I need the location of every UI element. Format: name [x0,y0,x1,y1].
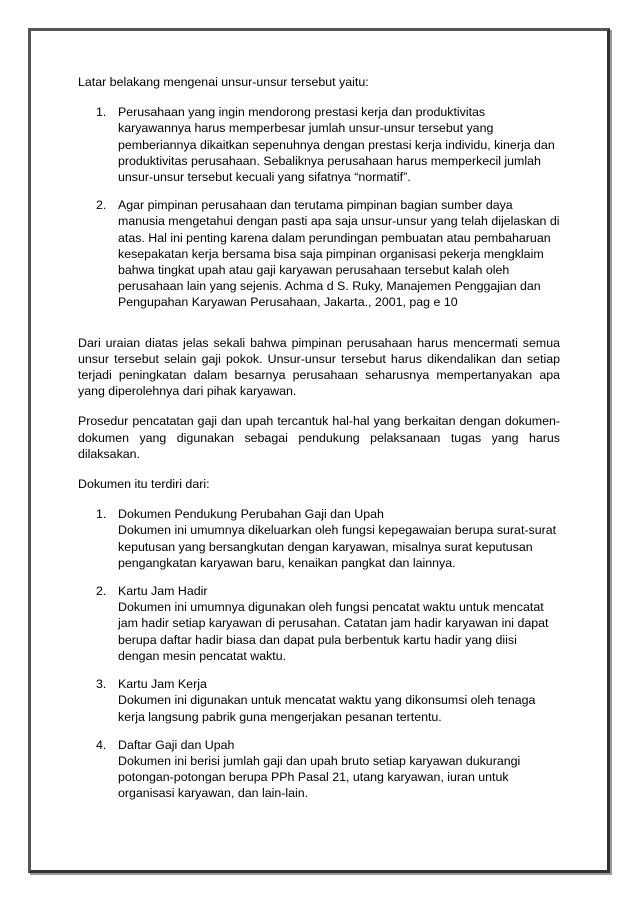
document-body [78,74,560,814]
list-item-text: Agar pimpinan perusahaan dan terutama pimpinan bagian sumber daya manusia mengetahui dengan pasti apa saja unsur-unsur yang telah dijelaskan di atas. Hal ini penting karena dalam perundingan pembuatan atau pembaharuan kesepakatan kerja bersama bisa saja pimpinan organisasi pekerja mengklaim bahwa tingkat upah atau gaji karyawan perusahaan tersebut kalah oleh perusahaan lain yang sejenis. Achma d S. Ruky, Manajemen Penggajian dan Pengupahan Karyawan Perusahaan, Jakarta., 2001, pag e 10 [118,198,560,310]
list-number: 1. [96,105,107,120]
paragraph: Dari uraian diatas jelas sekali bahwa pimpinan perusahaan harus mencermati semua unsur tersebut selain gaji pokok. Unsur-unsur tersebut harus dikendalikan dan setiap terjadi peningkatan dalam besarnya perusahaan seharusnya mempertanyakan apa yang diperolehnya dari pihak karyawan. [78,335,560,399]
list-number: 3. [96,677,107,692]
list-number: 1. [96,507,107,522]
list-item-title: Daftar Gaji dan Upah [118,737,235,752]
list-item-text: Perusahaan yang ingin mendorong prestasi kerja dan produktivitas karyawannya harus memperbesar jumlah unsur-unsur tersebut yang pemberiannya dikaitkan sepenuhnya dengan prestasi kerja individu, kinerja dan produktivitas perusahaan. Sebaliknya perusahaan harus memperkecil jumlah unsur-unsur tersebut kecuali yang sifatnya “normatif”. [118,105,555,185]
list-item-title: Dokumen Pendukung Perubahan Gaji dan Upah [118,507,384,522]
list-number: 2. [96,198,107,213]
list-item-text: Dokumen ini berisi jumlah gaji dan upah bruto setiap karyawan dukurangi potongan-potongan berupa PPh Pasal 21, utang karyawan, iuran untuk organisasi karyawan, dan lain-lain. [118,753,521,801]
document-list [78,506,560,801]
intro-text: Latar belakang mengenai unsur-unsur tersebut yaitu: [78,75,369,89]
list-item-text: Dokumen ini umumnya dikeluarkan oleh fungsi kepegawaian berupa surat-surat keputusan yang bersangkutan dengan karyawan, misalnya surat keputusan pengangkatan karyawan baru, kenaikan pangkat dan lainnya. [118,523,557,570]
list-item [78,676,560,725]
paragraph: Dokumen itu terdiri dari: [78,477,210,492]
list-item [78,583,560,664]
spacer [78,323,560,335]
list-item-title: Kartu Jam Hadir [118,584,208,599]
list-item-text: Dokumen ini umumnya digunakan oleh fungsi pencatat waktu untuk mencatat jam hadir setiap karyawan di perusahan. Catatan jam hadir karyawan ini dapat berupa daftar hadir biasa dan dapat pula berbentuk kartu hadir yang diisi dengan mesin pencatat waktu. [118,600,549,663]
list-number: 4. [96,737,107,752]
paragraph: Prosedur pencatatan gaji dan upah tercantuk hal-hal yang berkaitan dengan dokumen-dokumen yang digunakan sebagai pendukung pelaksanaan tugas yang harus dilaksakan. [78,414,560,461]
list-item [78,104,560,185]
list-item-title: Kartu Jam Kerja [118,677,207,692]
list-item [78,197,560,310]
background-list [78,104,560,310]
list-item [78,506,560,571]
list-item-text: Dokumen ini digunakan untuk mencatat waktu yang dikonsumsi oleh tenaga kerja langsung pabrik guna mengerjakan pesanan tertentu. [118,693,536,724]
list-item [78,737,560,802]
list-number: 2. [96,584,107,599]
